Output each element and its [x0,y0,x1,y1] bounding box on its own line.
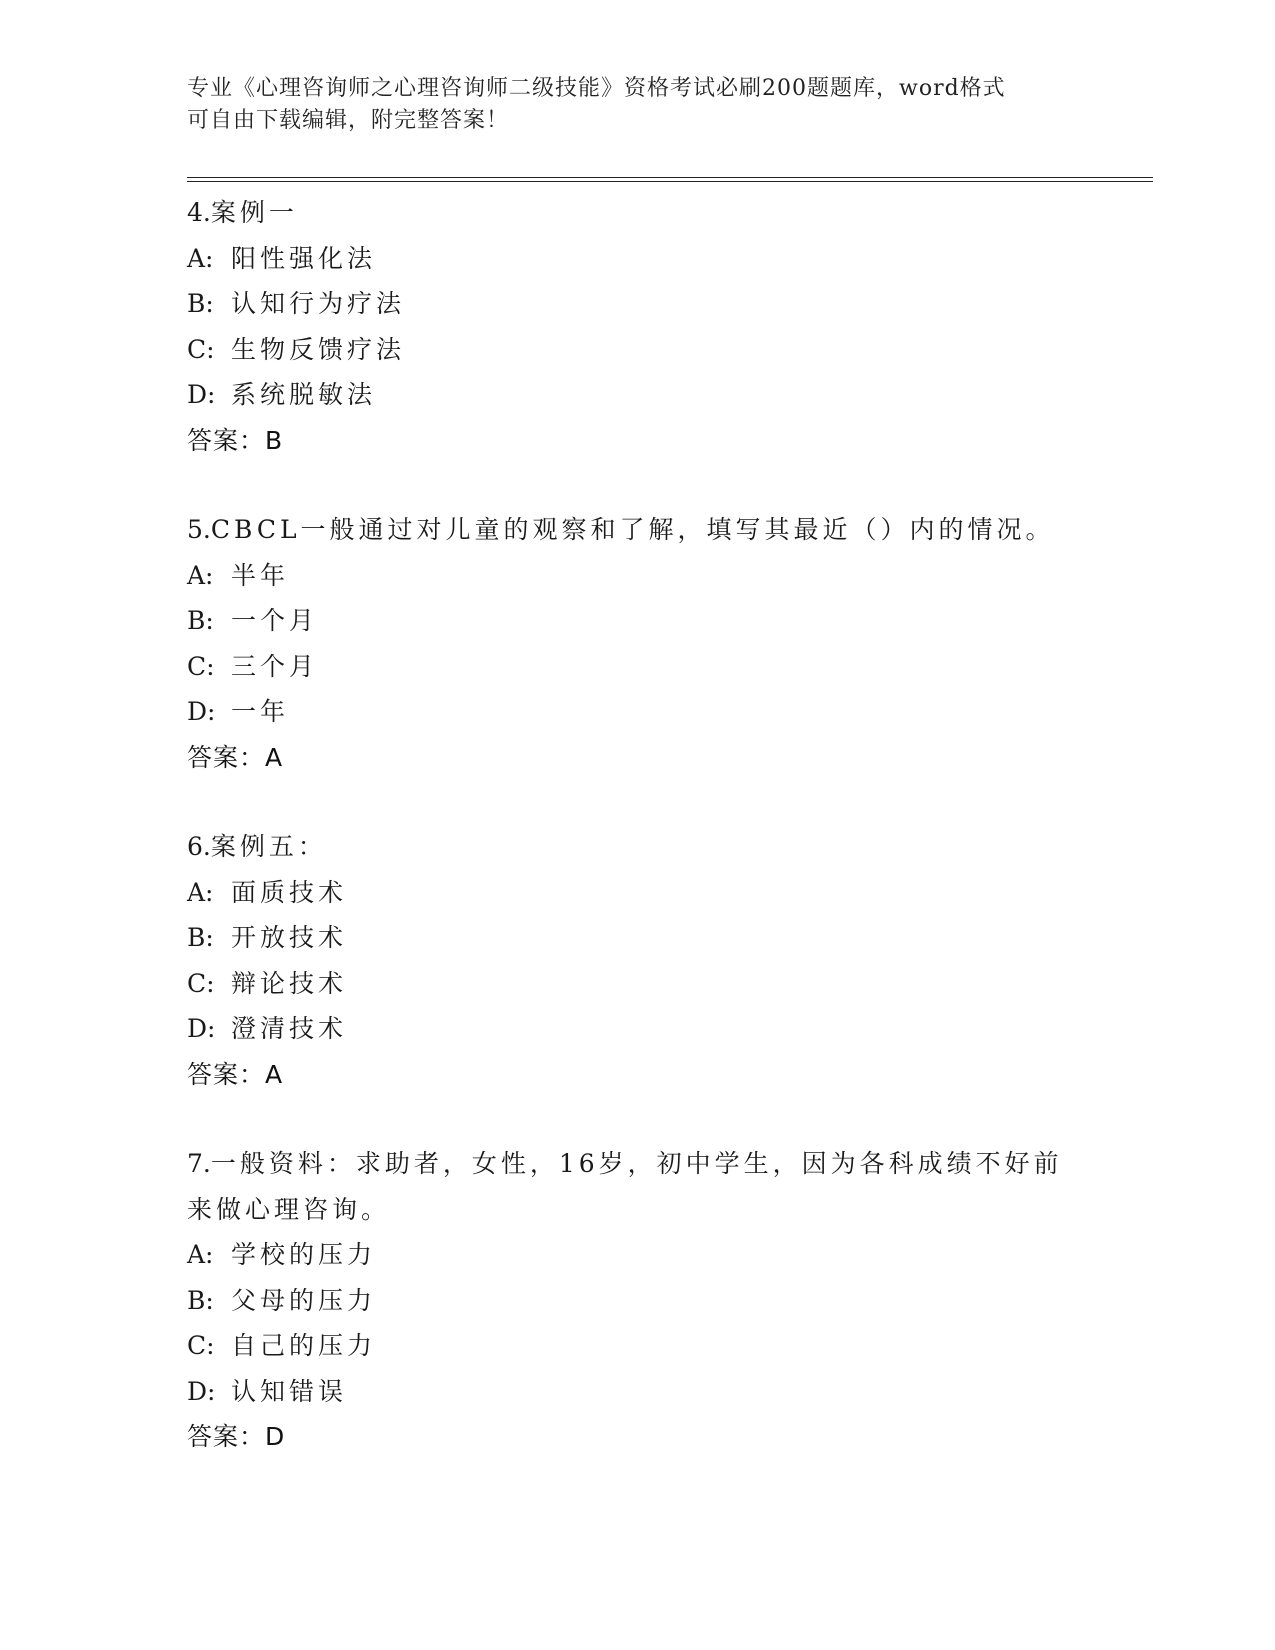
question-number: 4. [187,198,211,227]
option-c [187,327,1087,373]
option-key: A: [187,1240,214,1269]
option-text: 阳性强化法 [231,243,377,273]
document-header [187,73,1067,137]
option-text: 澄清技术 [231,1014,348,1043]
question-stem-text: 一般资料：求助者，女性，16岁，初中学生，因为各科成绩不好前 [210,1149,1063,1178]
option-key: B: [187,1285,214,1315]
question-item [187,1141,1087,1460]
option-b [187,1278,1087,1324]
question-number: 7. [187,1149,211,1178]
option-key: C: [187,651,215,681]
option-d [187,1006,1087,1052]
option-b [187,598,1087,644]
option-key: A: [187,243,214,273]
option-key: C: [187,334,215,364]
option-key: C: [187,1331,215,1360]
question-stem [187,824,1087,870]
header-title-line-2: 可自由下载编辑，附完整答案！ [187,108,510,133]
question-number: 6. [187,832,211,861]
option-c [187,961,1087,1007]
option-text: 自己的压力 [231,1331,377,1360]
option-text: 辩论技术 [231,968,348,998]
option-text: 开放技术 [231,923,348,952]
option-key: D: [187,697,216,726]
question-stem [187,1141,1087,1187]
option-key: A: [187,560,214,590]
question-stem-text: 案例一 [210,198,298,227]
question-list [187,190,1087,1504]
option-key: D: [187,380,216,409]
option-key: B: [187,606,214,635]
answer-line: 答案：A [187,742,284,772]
question-stem-text: 案例五： [210,832,327,861]
option-text: 生物反馈疗法 [231,334,406,364]
option-a [187,236,1087,282]
header-title-line-1: 专业《心理咨询师之心理咨询师二级技能》资格考试必刷200题题库，word格式 [187,76,1006,101]
option-key: D: [187,1014,216,1043]
option-d [187,372,1087,418]
option-text: 父母的压力 [231,1285,377,1315]
option-a [187,1232,1087,1278]
option-key: A: [187,877,214,907]
question-stem [187,190,1087,236]
option-c [187,1323,1087,1369]
option-text: 三个月 [231,651,319,681]
question-item [187,190,1087,463]
option-text: 半年 [231,560,290,590]
answer-line: 答案：D [187,1422,286,1451]
question-item [187,507,1087,780]
option-text: 认知错误 [231,1376,348,1406]
option-b [187,281,1087,327]
option-text: 学校的压力 [231,1240,377,1269]
option-c [187,644,1087,690]
question-number: 5. [187,515,211,544]
answer-line: 答案：A [187,1059,284,1089]
answer-line: 答案：B [187,425,284,455]
header-divider-bottom [187,181,1153,182]
option-key: B: [187,289,214,318]
question-item [187,824,1087,1097]
question-stem-text: CBCL一般通过对儿童的观察和了解，填写其最近（）内的情况。 [210,515,1055,544]
option-a [187,870,1087,916]
option-d [187,689,1087,735]
option-key: B: [187,923,214,952]
option-a [187,553,1087,599]
question-stem-continued: 来做心理咨询。 [187,1194,391,1224]
option-text: 系统脱敏法 [231,380,377,409]
option-text: 面质技术 [231,877,348,907]
option-b [187,915,1087,961]
option-d [187,1369,1087,1415]
option-text: 一个月 [231,606,319,635]
option-text: 认知行为疗法 [231,289,406,318]
option-key: D: [187,1376,216,1406]
header-divider-top [187,177,1153,178]
question-stem [187,507,1087,553]
option-key: C: [187,968,215,998]
option-text: 一年 [231,697,290,726]
